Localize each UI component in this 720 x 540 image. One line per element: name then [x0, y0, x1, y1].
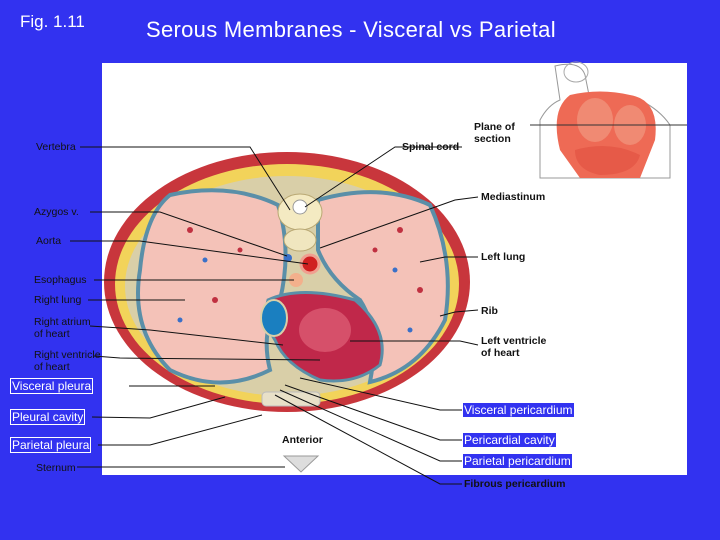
- label-left-lung: Left lung: [481, 251, 526, 263]
- label-vertebra: Vertebra: [36, 141, 76, 153]
- label-visceral-pericardium: Visceral pericardium: [464, 403, 573, 417]
- label-left-ventricle: [481, 335, 546, 359]
- torso-inset: [530, 62, 687, 178]
- label-parietal-pleura: Parietal pleura: [12, 438, 90, 452]
- label-right-ventricle-line1: Right ventricle: [34, 349, 101, 361]
- label-left-ventricle-line2: of heart: [481, 347, 520, 359]
- label-right-atrium-line1: Right atrium: [34, 316, 91, 328]
- label-fibrous-pericardium: Fibrous pericardium: [464, 478, 566, 490]
- anterior-arrow-icon: [284, 456, 318, 472]
- label-plane-of-section: [474, 121, 515, 145]
- right-lung-shape: [138, 190, 286, 382]
- label-visceral-pleura: Visceral pleura: [12, 379, 92, 393]
- label-right-ventricle-line2: of heart: [34, 361, 70, 373]
- label-pericardial-cavity: Pericardial cavity: [464, 433, 555, 447]
- slide-title: Serous Membranes - Visceral vs Parietal: [146, 17, 556, 42]
- label-esophagus: Esophagus: [34, 274, 87, 286]
- label-right-atrium-line2: of heart: [34, 328, 70, 340]
- label-right-lung: Right lung: [34, 294, 82, 306]
- label-aorta: Aorta: [36, 235, 62, 247]
- label-plane-line1: Plane of: [474, 121, 515, 133]
- label-sternum: Sternum: [36, 462, 76, 474]
- label-right-ventricle: [34, 349, 101, 373]
- label-anterior: Anterior: [282, 434, 323, 446]
- label-mediastinum: Mediastinum: [481, 191, 546, 203]
- label-azygos: Azygos v.: [34, 206, 79, 218]
- label-right-atrium: [34, 316, 91, 340]
- label-left-ventricle-line1: Left ventricle: [481, 335, 547, 347]
- cross-section: [104, 152, 470, 412]
- label-pleural-cavity: Pleural cavity: [12, 410, 84, 424]
- label-spinal-cord: Spinal cord: [402, 141, 460, 153]
- figure-number: Fig. 1.11: [20, 12, 85, 31]
- label-plane-line2: section: [474, 133, 511, 145]
- label-rib: Rib: [481, 305, 498, 317]
- label-parietal-pericardium: Parietal pericardium: [464, 454, 571, 468]
